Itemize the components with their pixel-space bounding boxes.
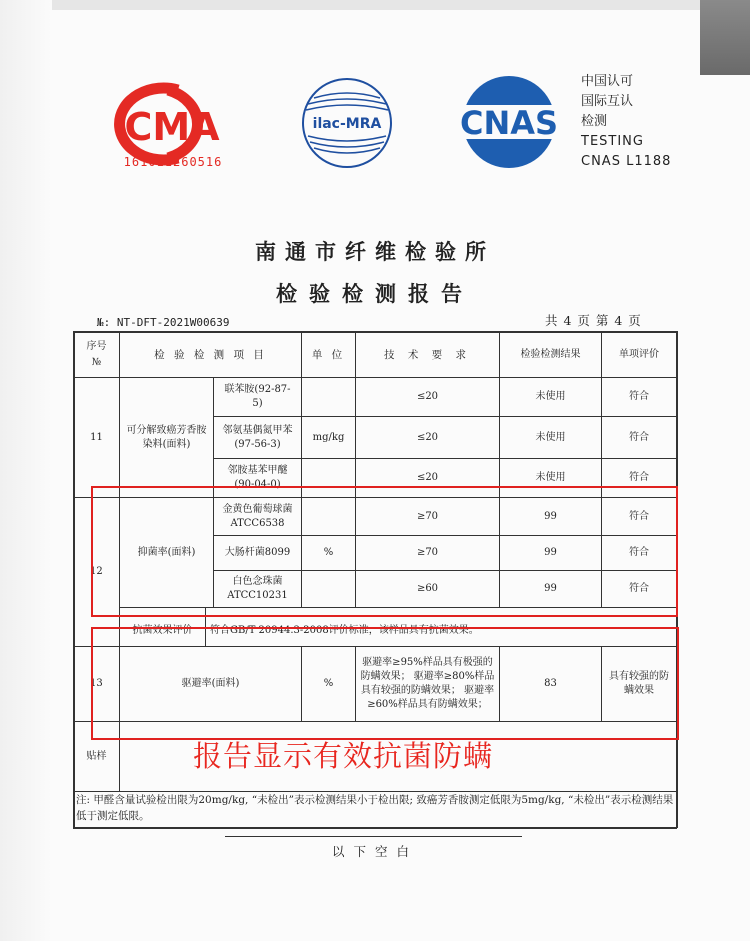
paper-margin-shadow [0,0,52,941]
row11-sub1-name: 联苯胺(92-87-5) [224,384,291,409]
end-divider [225,836,522,837]
row12-sub1-result: 99 [544,510,557,522]
row11-sub2-eval: 符合 [629,431,649,443]
row11-sub3-req: ≤20 [416,472,439,483]
highlight-box-antibacterial [91,486,678,617]
row11-sub2-name: 邻氨基偶氮甲苯(97-56-3) [222,424,293,450]
row11-sub1-result: 未使用 [535,391,566,402]
cnas-label-line: 国际互认 [581,94,634,109]
cnas-label-line: TESTING [581,134,644,149]
cnas-label-line: CNAS L1188 [581,154,672,169]
row12-sub3-eval: 符合 [629,583,649,594]
ilac-text: ilac-MRA [312,116,382,132]
row12-sub1-name: 金黄色葡萄球菌ATCC6538 [222,503,293,529]
header-unit: 单 位 [311,348,346,361]
row13-req: 驱避率≥95%样品具有极强的防螨效果； 驱避率≥80%样品具有较强的防螨效果； 驱避率≥60%样品具有防螨效果； [360,657,495,710]
cnas-text: CNAS [459,104,559,142]
cnas-logo [449,72,569,172]
paper-edge [0,0,750,10]
row11-item: 可分解致癌芳香胺染料(面料) [126,424,207,450]
cnas-label-line: 检测 [581,114,608,129]
row12-item: 抑菌率(面料) [137,546,196,558]
org-title: 南通市纤维检验所 [255,239,495,264]
row13-eval: 具有较强的防螨效果 [609,671,669,696]
row12-eval-text: 符合GB/T 20944.3-2008评价标准，该样品具有抗菌效果。 [210,625,479,636]
row12-sub3-req: ≥60 [416,583,439,594]
row13-unit: % [323,678,334,689]
sample-label: 贴样 [86,750,107,762]
header-seq: 序号 № [86,340,107,368]
row13-item: 驱避率(面料) [181,678,240,689]
row12-no: 12 [90,566,103,577]
row12-sub1-eval: 符合 [629,510,649,522]
report-title: 检验检测报告 [276,281,474,306]
row12-sub2-result: 99 [544,547,557,558]
row13-result: 83 [544,678,557,689]
row11-sub1-eval: 符合 [629,391,649,402]
row12-sub2-eval: 符合 [629,547,649,558]
row12-sub2-req: ≥70 [416,547,439,558]
row11-sub3-result: 未使用 [535,472,566,483]
row11-sub2-result: 未使用 [535,431,566,443]
row11-sub3-name: 邻胺基苯甲醚(90-04-0) [227,465,288,490]
cnas-label-line: 中国认可 [581,74,634,89]
row12-unit: % [323,546,334,558]
annotation-text: 报告显示有效抗菌防螨 [193,739,494,773]
header-result: 检验检测结果 [520,348,581,360]
row12-eval-label: 抗菌效果评价 [132,625,193,636]
report-number: №: NT-DFT-2021W00639 [97,316,230,329]
row12-sub2-name: 大肠杆菌8099 [224,547,291,558]
footnote: 注: 甲醛含量试验检出限为20mg/kg, “未检出”表示检测结果小于检出限; 致癌芳香胺测定低限为5mg/kg, “未检出”表示检测结果低于测定低限。 [76,794,674,822]
row13-no: 13 [90,678,103,689]
cnas-accreditation-label [581,72,671,172]
row11-sub1-req: ≤20 [416,391,439,402]
cma-number: 161011260516 [123,155,223,169]
header-requirement: 技 术 要 求 [383,348,471,361]
header-evaluation: 单项评价 [619,348,659,360]
row11-sub2-req: ≤20 [416,431,439,443]
page-info: 共 4 页 第 4 页 [545,313,642,328]
row12-sub1-req: ≥70 [416,510,439,522]
row11-sub3-eval: 符合 [629,472,649,483]
row12-sub3-result: 99 [544,583,557,594]
background-photo-corner [700,0,750,75]
ilac-mra-logo [300,76,394,170]
header-item: 检 验 检 测 项 目 [154,348,267,361]
row11-unit: mg/kg [312,431,345,443]
highlight-box-mite-repellent [91,627,679,740]
end-text: 以下空白 [331,844,418,859]
row11-no: 11 [90,431,103,443]
cma-letters: CMA [124,105,220,149]
row12-sub3-name: 白色念珠菌ATCC10231 [227,576,288,601]
